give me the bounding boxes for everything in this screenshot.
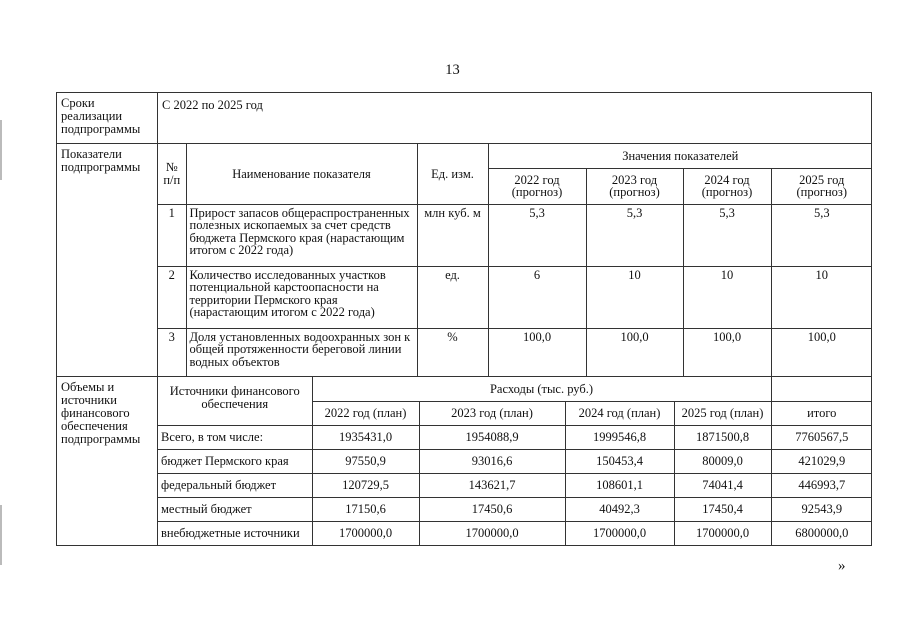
passport-table [56, 92, 872, 546]
header-values: Значения показателей [488, 144, 872, 168]
financing-table [158, 377, 872, 545]
indicator-unit: % [417, 328, 488, 376]
financing-value: 1935431,0 [312, 425, 419, 449]
indicator-num: 3 [158, 328, 186, 376]
financing-value: 93016,6 [419, 449, 565, 473]
indicator-unit: ед. [417, 266, 488, 328]
indicator-value: 5,3 [488, 204, 586, 266]
financing-total: 92543,9 [771, 497, 872, 521]
scan-edge-mark [0, 120, 2, 180]
header-unit: Ед. изм. [417, 144, 488, 204]
financing-label: Объемы и источники финансового обеспечения подпрограммы [57, 377, 158, 546]
financing-data-row [158, 425, 872, 449]
indicator-value: 10 [771, 266, 872, 328]
indicator-value: 10 [586, 266, 683, 328]
financing-row [57, 377, 872, 546]
header-plan-year: 2025 год (план) [674, 401, 771, 425]
period-row [57, 93, 872, 144]
header-sources: Источники финансового обеспечения [158, 377, 312, 425]
financing-source: внебюджетные источники [158, 521, 312, 545]
financing-value: 143621,7 [419, 473, 565, 497]
period-label: Сроки реализации подпрограммы [57, 93, 158, 144]
financing-source: местный бюджет [158, 497, 312, 521]
indicator-value: 5,3 [586, 204, 683, 266]
financing-source: бюджет Пермского края [158, 449, 312, 473]
indicator-value: 100,0 [683, 328, 771, 376]
indicator-name: Доля установленных водоохранных зон к общей протяженности береговой линии водных объектов [186, 328, 417, 376]
financing-value: 120729,5 [312, 473, 419, 497]
page-number: 13 [445, 62, 460, 78]
header-plan-year: 2022 год (план) [312, 401, 419, 425]
indicator-num: 2 [158, 266, 186, 328]
financing-cell [158, 377, 872, 546]
financing-value: 1700000,0 [419, 521, 565, 545]
indicators-cell [158, 144, 872, 377]
header-plan-year: 2024 год (план) [565, 401, 674, 425]
indicator-unit: млн куб. м [417, 204, 488, 266]
period-value: С 2022 по 2025 год [158, 93, 872, 144]
financing-total: 7760567,5 [771, 425, 872, 449]
indicator-row [158, 204, 872, 266]
financing-total: 421029,9 [771, 449, 872, 473]
indicator-value: 100,0 [488, 328, 586, 376]
financing-value: 40492,3 [565, 497, 674, 521]
financing-source: Всего, в том числе: [158, 425, 312, 449]
financing-data-row [158, 497, 872, 521]
indicator-value: 10 [683, 266, 771, 328]
financing-total: 446993,7 [771, 473, 872, 497]
header-year: 2025 год (прогноз) [771, 168, 872, 204]
financing-value: 108601,1 [565, 473, 674, 497]
indicator-name: Прирост запасов общераспространенных полезных ископаемых за счет средств бюджета Пермского края (нарастающим итогом с 2022 года) [186, 204, 417, 266]
financing-value: 1700000,0 [312, 521, 419, 545]
indicator-value: 5,3 [683, 204, 771, 266]
header-year: 2024 год (прогноз) [683, 168, 771, 204]
financing-data-row [158, 521, 872, 545]
header-total: итого [771, 401, 872, 425]
indicators-header-row [158, 144, 872, 168]
financing-data-row [158, 449, 872, 473]
indicators-row [57, 144, 872, 377]
financing-data-row [158, 473, 872, 497]
header-num: № п/п [158, 144, 186, 204]
financing-value: 17150,6 [312, 497, 419, 521]
indicator-value: 5,3 [771, 204, 872, 266]
financing-value: 1954088,9 [419, 425, 565, 449]
scan-edge-mark [0, 505, 2, 565]
indicator-value: 100,0 [771, 328, 872, 376]
indicator-value: 6 [488, 266, 586, 328]
header-plan-year: 2023 год (план) [419, 401, 565, 425]
financing-value: 17450,6 [419, 497, 565, 521]
financing-value: 97550,9 [312, 449, 419, 473]
indicator-num: 1 [158, 204, 186, 266]
financing-value: 74041,4 [674, 473, 771, 497]
header-empty-cell [771, 377, 872, 401]
financing-value: 1700000,0 [565, 521, 674, 545]
financing-total: 6800000,0 [771, 521, 872, 545]
header-year: 2022 год (прогноз) [488, 168, 586, 204]
indicators-label: Показатели подпрограммы [57, 144, 158, 377]
financing-value: 1871500,8 [674, 425, 771, 449]
header-year: 2023 год (прогноз) [586, 168, 683, 204]
financing-value: 150453,4 [565, 449, 674, 473]
financing-value: 1700000,0 [674, 521, 771, 545]
financing-value: 17450,4 [674, 497, 771, 521]
indicator-name: Количество исследованных участков потенциальной карстоопасности на территории Пермского края (нарастающим итогом с 2022 года) [186, 266, 417, 328]
indicator-row [158, 266, 872, 328]
indicator-value: 100,0 [586, 328, 683, 376]
financing-header-row [158, 377, 872, 401]
financing-source: федеральный бюджет [158, 473, 312, 497]
indicator-row [158, 328, 872, 376]
financing-value: 80009,0 [674, 449, 771, 473]
closing-quote-mark: » [838, 558, 846, 574]
header-indicator-name: Наименование показателя [186, 144, 417, 204]
indicators-table [158, 144, 872, 376]
header-expenses: Расходы (тыс. руб.) [312, 377, 771, 401]
financing-value: 1999546,8 [565, 425, 674, 449]
